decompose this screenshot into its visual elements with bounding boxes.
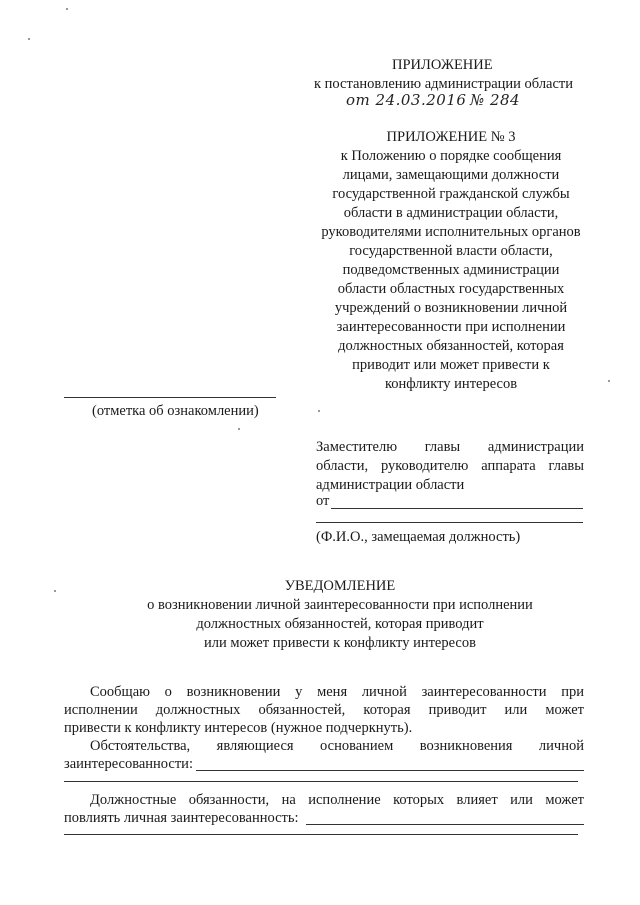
addressee-word: Заместителю [316, 439, 398, 455]
from-field-line[interactable] [331, 508, 583, 509]
p3-label: повлиять личная заинтересованность: [64, 810, 299, 826]
acknowledgement-label: (отметка об ознакомлении) [92, 403, 259, 419]
p1-line-1: Сообщаю о возникновении у меня личной заинтересованности при [90, 684, 584, 700]
notice-block [40, 577, 640, 653]
appendix-title: ПРИЛОЖЕНИЕ [392, 57, 493, 73]
appendix3-line: лицами, замещающими должности [342, 167, 560, 183]
handwritten-date: от 24.03.2016 [346, 91, 467, 109]
appendix3-line: конфликту интересов [384, 376, 518, 392]
p1-line-2: исполнении должностных обязанностей, которая приводит или может [64, 702, 584, 718]
notice-subtitle-line: должностных обязанностей, которая приводит [196, 616, 484, 632]
p2-field-line-2[interactable] [64, 781, 578, 782]
addressee-word: области, [316, 458, 369, 474]
p2-label: заинтересованности: [64, 756, 193, 772]
addressee-word: главы [424, 439, 461, 455]
p3-line-1: Должностные обязанности, на исполнение которых влияет или может [90, 792, 584, 808]
acknowledgement-line[interactable] [64, 397, 276, 398]
appendix3-title: ПРИЛОЖЕНИЕ № 3 [386, 129, 516, 145]
appendix3-line: к Положению о порядке сообщения [340, 148, 562, 164]
appendix3-line: области в администрации области, [343, 205, 559, 221]
appendix3-line: учреждений о возникновении личной [334, 300, 568, 316]
notice-subtitle-line: о возникновении личной заинтересованности при исполнении [147, 597, 533, 613]
appendix3-line: руководителями исполнительных органов [321, 224, 581, 240]
notice-subtitle-line: или может привести к конфликту интересов [204, 635, 476, 651]
addressee-word: аппарата [481, 458, 536, 474]
addressee-word: руководителю [380, 458, 469, 474]
appendix3-line: подведомственных администрации [342, 262, 560, 278]
scan-speck [238, 428, 240, 430]
scan-speck [66, 8, 68, 10]
fio-label: (Ф.И.О., замещаемая должность) [316, 529, 521, 545]
p3-field-line[interactable] [306, 824, 584, 825]
addressee-line [316, 438, 584, 457]
addressee-word: главы [548, 458, 584, 474]
appendix3-line: должностных обязанностей, которая [338, 338, 564, 354]
scan-speck [28, 38, 30, 40]
appendix3-line: государственной власти области, [349, 243, 553, 259]
addressee-block [316, 438, 584, 495]
appendix3-line: области областных государственных [337, 281, 565, 297]
addressee-line: администрации области [316, 477, 465, 493]
p1-line-3: привести к конфликту интересов (нужное подчеркнуть). [64, 720, 413, 736]
p2-field-line[interactable] [196, 770, 584, 771]
addressee-word: администрации [487, 439, 584, 455]
scan-speck [608, 380, 610, 382]
fio-field-line[interactable] [316, 522, 583, 523]
appendix3-line: приводит или может привести к [352, 357, 550, 373]
notice-title: УВЕДОМЛЕНИЕ [284, 578, 396, 594]
appendix3-line: государственной гражданской службы [332, 186, 570, 202]
scan-speck [318, 410, 320, 412]
p3-field-line-2[interactable] [64, 834, 578, 835]
handwritten-number: № 284 [470, 91, 521, 109]
appendix3-block [306, 128, 596, 394]
from-label: от [316, 493, 330, 509]
addressee-line [316, 457, 584, 476]
p2-line-1: Обстоятельства, являющиеся основанием возникновения личной [90, 738, 584, 754]
to-decree-text: к постановлению администрации области [314, 76, 574, 92]
appendix3-line: заинтересованности при исполнении [336, 319, 566, 335]
